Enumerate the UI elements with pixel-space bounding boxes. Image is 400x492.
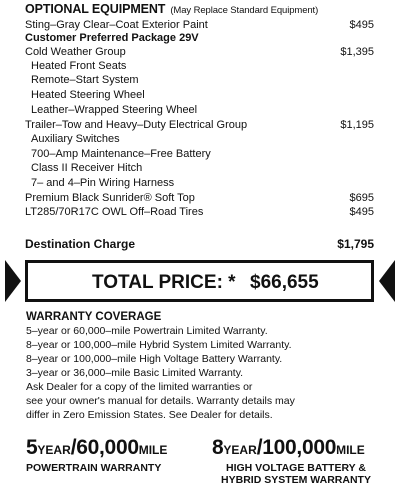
equipment-subitem-label: Heated Front Seats <box>31 60 127 72</box>
badge-caption-line: HIGH VOLTAGE BATTERY & <box>225 462 366 474</box>
equipment-label: Sting–Gray Clear–Coat Exterior Paint <box>25 19 208 31</box>
optional-equipment-heading <box>25 2 318 16</box>
warranty-text-line: 8–year or 100,000–mile High Voltage Battery Warranty. <box>26 353 283 365</box>
badge-years: 5 <box>26 436 38 459</box>
equipment-line <box>25 19 374 32</box>
optional-equipment-title: OPTIONAL EQUIPMENT <box>25 2 166 16</box>
equipment-subitem-label: Class II Receiver Hitch <box>31 162 143 174</box>
destination-charge-label: Destination Charge <box>25 237 136 251</box>
equipment-price: $1,395 <box>340 46 374 58</box>
equipment-label: Cold Weather Group <box>25 46 126 58</box>
equipment-subitem <box>31 89 374 102</box>
powertrain-warranty-badge <box>26 437 167 459</box>
equipment-price: $495 <box>349 206 374 218</box>
warranty-text-line: 3–year or 36,000–mile Basic Limited Warranty. <box>26 367 244 379</box>
left-arrow-marker <box>5 260 21 302</box>
total-price-value: $66,655 <box>250 272 319 293</box>
badge-years: 8 <box>212 436 224 459</box>
equipment-subitem <box>31 148 374 161</box>
warranty-text-line: differ in Zero Emission States. See Dealer for details. <box>26 409 273 421</box>
equipment-subitem <box>31 177 374 190</box>
equipment-label: Premium Black Sunrider® Soft Top <box>25 192 195 204</box>
equipment-subitem-label: Leather–Wrapped Steering Wheel <box>31 104 198 116</box>
equipment-label: Trailer–Tow and Heavy–Duty Electrical Group <box>25 119 248 131</box>
package-heading-line <box>25 32 374 45</box>
equipment-subitem-label: Auxiliary Switches <box>31 133 120 145</box>
equipment-line <box>25 192 374 205</box>
equipment-subitem <box>31 74 374 87</box>
equipment-subitem <box>31 104 374 117</box>
equipment-subitem-label: 700–Amp Maintenance–Free Battery <box>31 148 211 160</box>
warranty-text-line: Ask Dealer for a copy of the limited warranties or <box>26 381 253 393</box>
total-price-label: TOTAL PRICE: * <box>92 272 236 293</box>
badge-miles: /60,000 <box>70 436 139 459</box>
badge-year-word: YEAR <box>37 443 71 457</box>
equipment-subitem <box>31 60 374 73</box>
equipment-price: $695 <box>349 192 374 204</box>
package-label: Customer Preferred Package 29V <box>25 32 199 44</box>
right-arrow-marker <box>379 260 395 302</box>
badge-mile-word: MILE <box>336 443 365 457</box>
hybrid-warranty-caption <box>212 462 380 486</box>
equipment-subitem <box>31 133 374 146</box>
equipment-line <box>25 46 374 59</box>
hybrid-warranty-badge <box>212 437 365 459</box>
equipment-line <box>25 206 374 219</box>
optional-equipment-note: (May Replace Standard Equipment) <box>170 5 319 16</box>
equipment-subitem-label: 7– and 4–Pin Wiring Harness <box>31 177 175 189</box>
powertrain-warranty-caption <box>26 462 178 474</box>
equipment-price: $495 <box>349 19 374 31</box>
destination-charge-price: $1,795 <box>337 237 374 251</box>
badge-caption-line: HYBRID SYSTEM WARRANTY <box>221 474 371 486</box>
equipment-line <box>25 119 374 132</box>
equipment-price: $1,195 <box>340 119 374 131</box>
warranty-text-line: 8–year or 100,000–mile Hybrid System Limited Warranty. <box>26 339 292 351</box>
warranty-coverage-heading: WARRANTY COVERAGE <box>26 311 162 323</box>
badge-year-word: YEAR <box>223 443 257 457</box>
equipment-subitem-label: Heated Steering Wheel <box>31 89 145 101</box>
equipment-subitem-label: Remote–Start System <box>31 74 139 86</box>
destination-charge-line <box>25 237 374 252</box>
warranty-text-line: see your owner's manual for details. Warranty details may <box>26 395 295 407</box>
badge-miles: /100,000 <box>256 436 337 459</box>
warranty-text-line: 5–year or 60,000–mile Powertrain Limited Warranty. <box>26 325 268 337</box>
total-price-box <box>25 260 374 302</box>
equipment-label: LT285/70R17C OWL Off–Road Tires <box>25 206 204 218</box>
badge-caption-line: POWERTRAIN WARRANTY <box>26 462 162 474</box>
equipment-subitem <box>31 162 374 175</box>
badge-mile-word: MILE <box>138 443 168 457</box>
